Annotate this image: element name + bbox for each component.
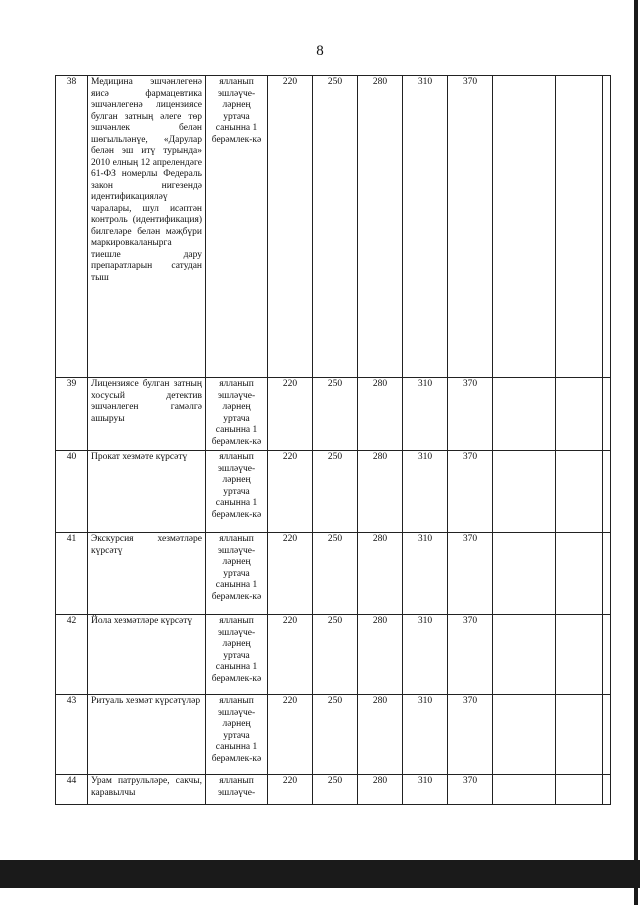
value-cell: 220 [268, 533, 313, 615]
value-cell: 220 [268, 775, 313, 805]
value-cell: 250 [313, 378, 358, 451]
value-cell: 310 [403, 615, 448, 695]
row-number: 41 [56, 533, 88, 615]
empty-cell [603, 615, 611, 695]
tax-rate-table [55, 75, 611, 805]
empty-cell [556, 775, 603, 805]
empty-cell [493, 615, 556, 695]
value-cell: 370 [448, 378, 493, 451]
empty-cell [556, 615, 603, 695]
value-cell: 310 [403, 378, 448, 451]
activity-name: Йола хезмәтләре күрсәтү [88, 615, 206, 695]
row-number: 38 [56, 76, 88, 378]
value-cell: 370 [448, 695, 493, 775]
value-cell: 280 [358, 378, 403, 451]
value-cell: 370 [448, 615, 493, 695]
row-number: 42 [56, 615, 88, 695]
empty-cell [556, 451, 603, 533]
value-cell: 310 [403, 76, 448, 378]
activity-name: Медицина эшчәнлегенә яисә фармацевтика эшчәнлегенә лицензиясе булган затның әлеге төр эшчәнлек белән шөгыльләнүе, «Дарулар белән эш итү турында» 2010 елның 12 апрелендәге 61-ФЗ номерлы Федераль закон нигезендә идентификацияләү чаралары, шул исәптән контроль (идентификация) билгеләре белән мәҗбүри маркировкаланырга тиешле дару препаратларын сатудан тыш [88, 76, 206, 378]
value-cell: 370 [448, 533, 493, 615]
activity-name: Лицензиясе булган затның хосусый детектив эшчәнлеген гамәлгә ашыруы [88, 378, 206, 451]
value-cell: 220 [268, 451, 313, 533]
row-number: 39 [56, 378, 88, 451]
page-number: 8 [316, 43, 324, 59]
value-cell: 250 [313, 695, 358, 775]
value-cell: 220 [268, 76, 313, 378]
empty-cell [603, 378, 611, 451]
table-row [56, 615, 611, 695]
empty-cell [603, 695, 611, 775]
unit-of-measure: ялланып эшләүче-ләрнең уртача санынна 1 берәмлек-кә [206, 615, 268, 695]
empty-cell [493, 76, 556, 378]
row-number: 40 [56, 451, 88, 533]
unit-of-measure: ялланып эшләүче-ләрнең уртача санынна 1 берәмлек-кә [206, 451, 268, 533]
value-cell: 220 [268, 378, 313, 451]
activity-name: Урам патрульләре, сакчы, каравылчы [88, 775, 206, 805]
unit-of-measure: ялланып эшләүче-ләрнең уртача санынна 1 берәмлек-кә [206, 533, 268, 615]
empty-cell [603, 533, 611, 615]
empty-cell [493, 378, 556, 451]
value-cell: 370 [448, 76, 493, 378]
value-cell: 310 [403, 451, 448, 533]
scan-edge-right [634, 0, 638, 905]
value-cell: 310 [403, 775, 448, 805]
value-cell: 310 [403, 695, 448, 775]
empty-cell [556, 695, 603, 775]
empty-cell [493, 533, 556, 615]
row-number: 44 [56, 775, 88, 805]
value-cell: 280 [358, 451, 403, 533]
activity-name: Прокат хезмәте күрсәтү [88, 451, 206, 533]
value-cell: 370 [448, 775, 493, 805]
table-row [56, 378, 611, 451]
empty-cell [556, 533, 603, 615]
table-row [56, 76, 611, 378]
value-cell: 310 [403, 533, 448, 615]
value-cell: 250 [313, 775, 358, 805]
activity-name: Ритуаль хезмәт күрсәтүләр [88, 695, 206, 775]
table-row [56, 775, 611, 805]
row-number: 43 [56, 695, 88, 775]
empty-cell [603, 775, 611, 805]
table-row [56, 533, 611, 615]
value-cell: 280 [358, 615, 403, 695]
value-cell: 220 [268, 695, 313, 775]
value-cell: 250 [313, 615, 358, 695]
value-cell: 250 [313, 451, 358, 533]
empty-cell [603, 76, 611, 378]
unit-of-measure: ялланып эшләүче-ләрнең уртача санынна 1 берәмлек-кә [206, 695, 268, 775]
table-row [56, 451, 611, 533]
value-cell: 280 [358, 695, 403, 775]
table-row [56, 695, 611, 775]
value-cell: 280 [358, 533, 403, 615]
value-cell: 250 [313, 76, 358, 378]
value-cell: 250 [313, 533, 358, 615]
empty-cell [493, 775, 556, 805]
activity-name: Экскурсия хезмәтләре күрсәтү [88, 533, 206, 615]
value-cell: 220 [268, 615, 313, 695]
unit-of-measure: ялланып эшләүче-ләрнең уртача санынна 1 берәмлек-кә [206, 76, 268, 378]
empty-cell [493, 695, 556, 775]
value-cell: 280 [358, 775, 403, 805]
value-cell: 280 [358, 76, 403, 378]
empty-cell [556, 76, 603, 378]
scan-edge-bottom [0, 860, 640, 888]
unit-of-measure: ялланып эшләүче- [206, 775, 268, 805]
empty-cell [556, 378, 603, 451]
value-cell: 370 [448, 451, 493, 533]
empty-cell [603, 451, 611, 533]
empty-cell [493, 451, 556, 533]
unit-of-measure: ялланып эшләүче-ләрнең уртача санынна 1 берәмлек-кә [206, 378, 268, 451]
